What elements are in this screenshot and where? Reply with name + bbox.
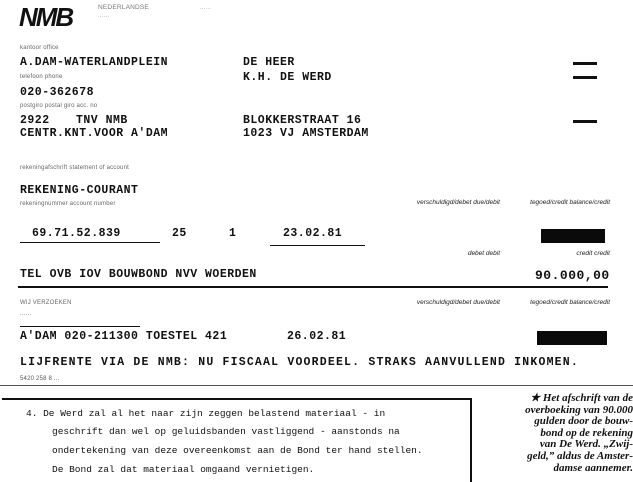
contract-line-3: ondertekening van deze overeenkomst aan de Bond ter hand stellen. bbox=[52, 445, 423, 456]
debet-label: debet debit bbox=[467, 250, 500, 257]
caption-line-1: ★ Het afschrift van de bbox=[530, 392, 633, 404]
margin-mark bbox=[573, 76, 597, 79]
redacted-balance-2 bbox=[537, 331, 607, 345]
contract-note-box bbox=[2, 398, 472, 482]
contract-line-2: geschrift dan wel op geluidsbanden vastliggend - aanstonds na bbox=[52, 426, 400, 437]
caption-line-3: gulden door de bouw- bbox=[534, 415, 633, 428]
margin-mark bbox=[573, 120, 597, 123]
section-divider bbox=[18, 286, 608, 288]
office-line-overline bbox=[20, 326, 140, 327]
bank-logo: NMB bbox=[19, 2, 73, 32]
recipient-city: 1023 VJ AMSTERDAM bbox=[243, 127, 369, 140]
caption-line-4: bond op de rekening bbox=[540, 426, 633, 439]
second-section-label-2: ...... bbox=[20, 311, 32, 317]
statement-number: 25 bbox=[172, 227, 187, 240]
postal-label: postgiro postal giro acc. no bbox=[20, 103, 98, 109]
second-debt-label: verschuldigd/debet due/debit bbox=[416, 299, 500, 306]
postal-number: 2922 bbox=[20, 114, 50, 127]
letterhead-faded-text: ...... bbox=[98, 13, 110, 19]
second-date: 26.02.81 bbox=[287, 330, 347, 343]
second-section-label: WIJ VERZOEKEN bbox=[20, 300, 72, 306]
phone-label: telefoon phone bbox=[20, 74, 63, 80]
office-label: kantoor office bbox=[20, 45, 59, 51]
account-number: 69.71.52.839 bbox=[32, 227, 121, 240]
office-contact-line: A'DAM 020-211300 TOESTEL 421 bbox=[20, 330, 228, 343]
debt-column-label: verschuldigd/debet due/debit bbox=[416, 199, 500, 206]
statement-date: 23.02.81 bbox=[283, 227, 343, 240]
caption-line-7: damse aannemer. bbox=[553, 461, 633, 474]
contract-line-4: De Bond zal dat materiaal omgaand vernietigen. bbox=[52, 464, 315, 475]
caption-line-5: van De Werd. „Zwij- bbox=[539, 438, 633, 451]
account-underline bbox=[20, 242, 160, 243]
office-phone: 020-362678 bbox=[20, 86, 95, 99]
central-office: CENTR.KNT.VOOR A'DAM bbox=[20, 127, 169, 140]
promo-message: LIJFRENTE VIA DE NMB: NU FISCAAL VOORDEEL. STRAKS AANVULLEND INKOMEN. bbox=[20, 356, 579, 369]
letterhead-faded-text-2: ...... bbox=[200, 5, 212, 11]
caption-line-2: overboeking van 90.000 bbox=[525, 403, 633, 416]
margin-mark bbox=[573, 62, 597, 65]
redacted-balance bbox=[541, 229, 605, 243]
newspaper-caption bbox=[483, 393, 633, 474]
caption-line-6: geld,” aldus de Amster- bbox=[527, 449, 633, 462]
statement-type-label: rekeningafschrift statement of account bbox=[20, 165, 129, 171]
statement-page: 1 bbox=[229, 227, 237, 240]
statement-type: REKENING-COURANT bbox=[20, 184, 139, 197]
date-underline bbox=[270, 245, 365, 246]
credit-label: credit credit bbox=[576, 250, 610, 257]
contract-line-1: 4. De Werd zal al het naar zijn zeggen belastend materiaal - in bbox=[26, 408, 386, 419]
transaction-description: TEL OVB IOV BOUWBOND NVV WOERDEN bbox=[20, 268, 257, 281]
office-name: A.DAM-WATERLANDPLEIN bbox=[20, 56, 169, 69]
second-credit-balance-label: tegoed/credit balance/credit bbox=[530, 299, 610, 306]
footer-code: 5420 258 8 ... bbox=[20, 376, 60, 382]
recipient-salutation: DE HEER bbox=[243, 56, 295, 69]
recipient-name: K.H. DE WERD bbox=[243, 71, 332, 84]
bottom-rule bbox=[0, 385, 633, 386]
recipient-street: BLOKKERSTRAAT 16 bbox=[243, 114, 362, 127]
transaction-amount: 90.000,00 bbox=[535, 268, 610, 283]
bank-name: NEDERLANDSE bbox=[98, 4, 149, 11]
account-label: rekeningnummer account number bbox=[20, 201, 116, 207]
postal-name: TNV NMB bbox=[76, 114, 128, 127]
credit-balance-column-label: tegoed/credit balance/credit bbox=[530, 199, 610, 206]
